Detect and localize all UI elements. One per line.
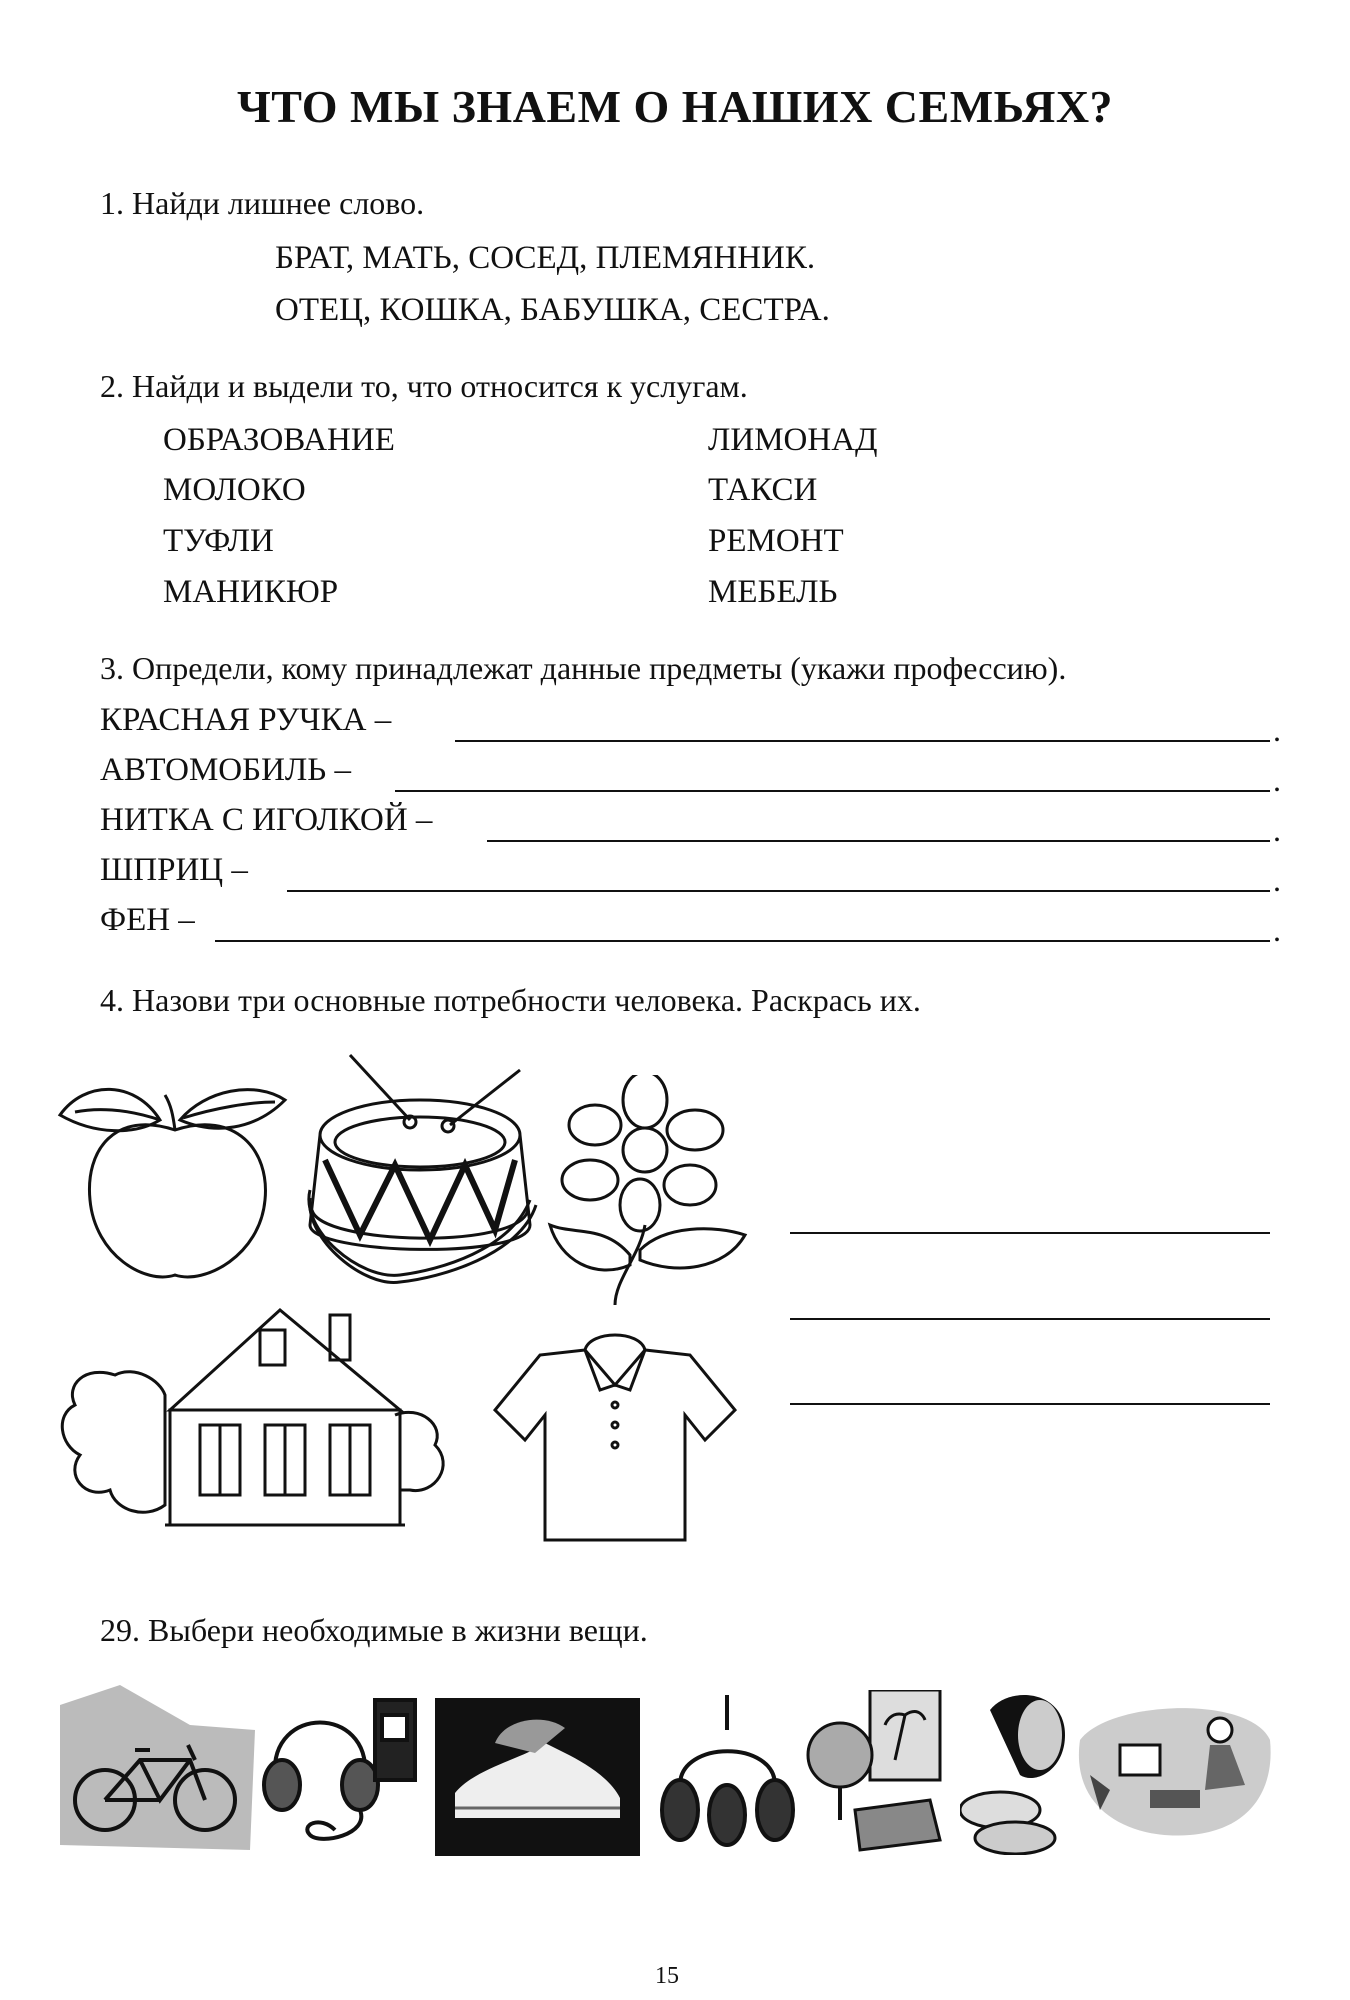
task3-item-5: ФЕН – [100, 902, 195, 938]
toys-icon [1070, 1700, 1275, 1840]
task2-right-1: ЛИМОНАД [708, 422, 878, 458]
answer-line-2[interactable] [395, 790, 1270, 792]
task2-left-1: ОБРАЗОВАНИЕ [163, 422, 395, 458]
bicycle-icon [60, 1685, 255, 1850]
line-end-dot: . [1273, 712, 1281, 748]
task2-prompt: 2. Найди и выдели то, что относится к услугам. [100, 368, 748, 404]
task1-row-1: БРАТ, МАТЬ, СОСЕД, ПЛЕМЯННИК. [275, 240, 816, 276]
answer-line-1[interactable] [455, 740, 1270, 742]
task1-prompt: 1. Найди лишнее слово. [100, 185, 425, 221]
line-end-dot: . [1273, 762, 1281, 798]
sneaker-icon [435, 1698, 640, 1856]
task2-left-4: МАНИКЮР [163, 574, 339, 610]
apple-icon [55, 1060, 295, 1290]
task3-item-2: АВТОМОБИЛЬ – [100, 752, 351, 788]
headphones-icon [260, 1685, 425, 1850]
flower-icon [545, 1075, 755, 1310]
page-title: ЧТО МЫ ЗНАЕМ О НАШИХ СЕМЬЯХ? [236, 81, 1114, 132]
task2-left-2: МОЛОКО [163, 472, 306, 508]
task3-item-1: КРАСНАЯ РУЧКА – [100, 702, 392, 738]
line-end-dot: . [1273, 862, 1281, 898]
chandelier-icon [660, 1695, 795, 1850]
need-answer-line-1[interactable] [790, 1232, 1270, 1234]
task2-right-2: ТАКСИ [708, 472, 818, 508]
task1-row-2: ОТЕЦ, КОШКА, БАБУШКА, СЕСТРА. [275, 292, 830, 328]
answer-line-3[interactable] [487, 840, 1270, 842]
house-icon [55, 1295, 465, 1545]
line-end-dot: . [1273, 812, 1281, 848]
task2-left-3: ТУФЛИ [163, 523, 274, 559]
globe-icon [800, 1690, 950, 1855]
task2-right-4: МЕБЕЛЬ [708, 574, 838, 610]
task3-item-3: НИТКА С ИГОЛКОЙ – [100, 802, 433, 838]
answer-line-4[interactable] [287, 890, 1270, 892]
task2-right-3: РЕМОНТ [708, 523, 844, 559]
sausage-icon [960, 1690, 1070, 1855]
need-answer-line-2[interactable] [790, 1318, 1270, 1320]
drum-icon [300, 1050, 540, 1330]
answer-line-5[interactable] [215, 940, 1270, 942]
task29-prompt: 29. Выбери необходимые в жизни вещи. [100, 1612, 648, 1648]
task3-item-4: ШПРИЦ – [100, 852, 248, 888]
page-number: 15 [655, 1963, 679, 1989]
line-end-dot: . [1273, 912, 1281, 948]
need-answer-line-3[interactable] [790, 1403, 1270, 1405]
shirt-icon [490, 1330, 740, 1545]
task4-prompt: 4. Назови три основные потребности человека. Раскрась их. [100, 982, 921, 1018]
task3-prompt: 3. Определи, кому принадлежат данные предметы (укажи профессию). [100, 650, 1067, 686]
